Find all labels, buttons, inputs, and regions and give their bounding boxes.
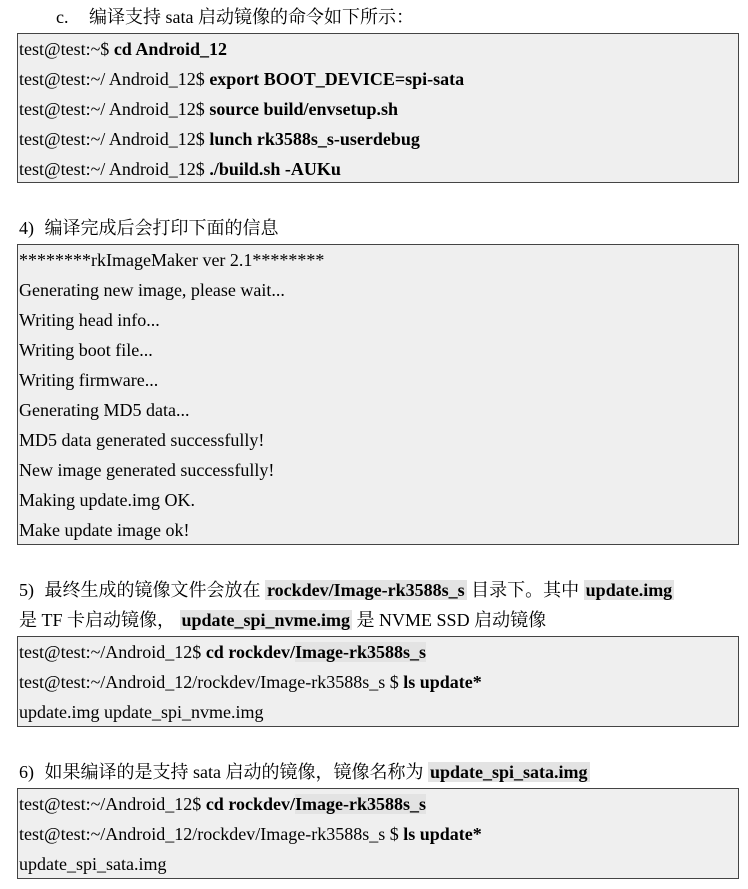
section-5-marker: 5)	[19, 580, 34, 600]
nvme-terminal-box	[17, 636, 739, 727]
command-line	[18, 64, 738, 94]
section-5-text-a: 最终生成的镜像文件会放在	[44, 580, 261, 600]
output-line: update.img update_spi_nvme.img	[19, 702, 264, 722]
command-prompt: test@test:~/Android_12$	[19, 794, 206, 814]
output-line: Writing firmware...	[19, 370, 159, 390]
command-text: cd Android_12	[113, 39, 228, 59]
section-c-heading	[56, 2, 742, 32]
nvme-image-name: update_spi_nvme.img	[181, 610, 351, 630]
image-directory-path: rockdev/Image-rk3588s_s	[267, 580, 465, 600]
command-line	[18, 789, 738, 819]
section-6-text: 如果编译的是支持 sata 启动的镜像，镜像名称为	[44, 762, 424, 782]
output-line: ********rkImageMaker ver 2.1********	[19, 250, 325, 270]
command-text: ./build.sh -AUKu	[209, 159, 341, 179]
command-line	[18, 637, 738, 667]
section-6-heading	[19, 757, 742, 787]
section-4-marker: 4)	[19, 218, 34, 238]
command-text-highlight: Image-rk3588s_s	[294, 642, 426, 662]
command-prompt: test@test:~/Android_12/rockdev/Image-rk3588s_s $	[19, 672, 404, 692]
output-line: MD5 data generated successfully!	[19, 430, 265, 450]
section-c-marker: c.	[56, 7, 69, 27]
command-prompt: test@test:~/Android_12/rockdev/Image-rk3588s_s $	[19, 824, 404, 844]
command-prompt: test@test:~/ Android_12$	[19, 159, 210, 179]
output-line: Generating MD5 data...	[19, 400, 190, 420]
section-4-text: 编译完成后会打印下面的信息	[44, 218, 279, 238]
tf-image-name: update.img	[585, 580, 673, 600]
output-line: Making update.img OK.	[19, 490, 195, 510]
command-text: ls update*	[403, 672, 482, 692]
output-line: update_spi_sata.img	[19, 854, 167, 874]
command-text: export BOOT_DEVICE=spi-sata	[209, 69, 465, 89]
section-5-text-d: 是 NVME SSD 启动镜像	[356, 610, 547, 630]
command-text: ls update*	[403, 824, 482, 844]
command-prompt: test@test:~/ Android_12$	[19, 99, 210, 119]
output-line: Writing head info...	[19, 310, 160, 330]
build-commands-box	[17, 33, 739, 183]
output-line: Writing boot file...	[19, 340, 153, 360]
command-text-highlight: Image-rk3588s_s	[294, 794, 426, 814]
section-6-marker: 6)	[19, 762, 34, 782]
command-text: source build/envsetup.sh	[209, 99, 399, 119]
command-line	[18, 819, 738, 849]
command-prompt: test@test:~/ Android_12$	[19, 129, 210, 149]
command-prompt: test@test:~/ Android_12$	[19, 69, 210, 89]
command-prompt: test@test:~/Android_12$	[19, 642, 206, 662]
section-5-line-1	[19, 575, 742, 605]
command-line	[18, 154, 738, 184]
command-line	[18, 124, 738, 154]
section-5-text-b: 目录下。其中	[471, 580, 580, 600]
build-output-box	[17, 244, 739, 545]
command-prompt: test@test:~$	[19, 39, 114, 59]
output-line: New image generated successfully!	[19, 460, 275, 480]
command-line	[18, 667, 738, 697]
command-line	[18, 34, 738, 64]
section-4-heading	[19, 213, 742, 243]
sata-image-name: update_spi_sata.img	[429, 762, 588, 782]
command-text: cd rockdev/	[205, 794, 295, 814]
output-line: Generating new image, please wait...	[19, 280, 285, 300]
sata-terminal-box	[17, 788, 739, 879]
section-5-text-c: 是 TF 卡启动镜像，	[19, 610, 176, 630]
section-5-line-2	[19, 605, 742, 635]
command-text: cd rockdev/	[205, 642, 295, 662]
output-line: Make update image ok!	[19, 520, 190, 540]
command-text: lunch rk3588s_s-userdebug	[209, 129, 420, 149]
section-c-text: 编译支持 sata 启动镜像的命令如下所示：	[89, 7, 414, 27]
command-line	[18, 94, 738, 124]
